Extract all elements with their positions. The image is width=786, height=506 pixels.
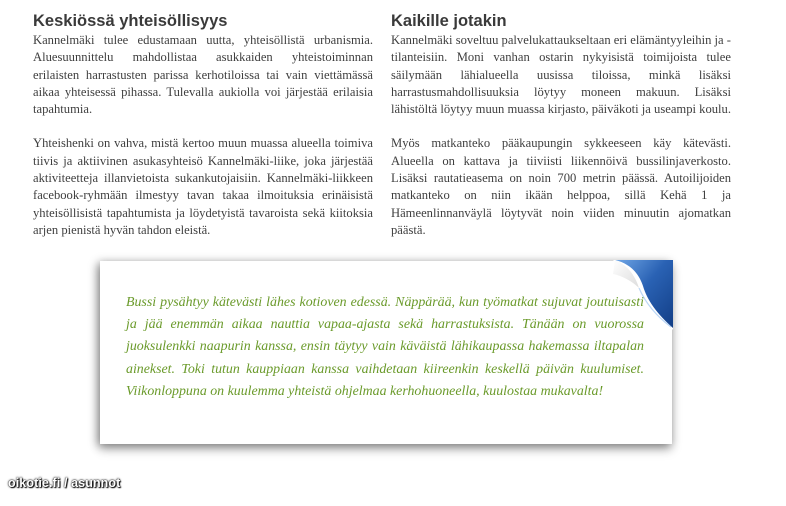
right-column-paragraph-1: Kannelmäki soveltuu palvelukattaukseltaan eri elämäntyyleihin ja -tilanteisiin. Moni vanhan ostarin nykyisistä toimijoista tulee säilymään lähialueella uusissa tiloissa, minkä lisäksi harrastusmahdollisuuksia löytyy moneen makuun. Lisäksi lähistöltä löytyy muun muassa kirjasto, päiväkoti ja useampi koulu. bbox=[391, 33, 731, 117]
quote-text: Bussi pysähtyy kätevästi lähes kotioven edessä. Näppärää, kun työmatkat sujuvat joutuisasti ja jää enemmän aikaa nauttia vapaa-ajasta sekä harrastuksista. Tänään on vuorossa juoksulenkki naapurin kanssa, ensin täytyy vain käväistä lähikaupassa hakemassa iltapalan ainekset. Toki tutun kauppiaan kanssa vaihdetaan kiireenkin keskellä päivän kuulumiset. Viikonloppuna on kuulemma yhteistä ohjelmaa kerhohuoneella, kuulostaa mukavalta! bbox=[126, 295, 644, 399]
left-column bbox=[33, 12, 373, 239]
left-column-paragraph-2: Yhteishenki on vahva, mistä kertoo muun muassa alueella toimiva tiivis ja aktiivinen asukasyhteisö Kannelmäki-liike, joka järjestää aktiviteetteja illanvietoista sukankutojaisiin. Kannelmäki-liikkeen facebook-ryhmään ilmestyy tavan takaa ilmoituksia erinäisistä yhteisöllisistä tapahtumista ja löydetyistä tavaroista sekä kiitoksia arjen pienistä hyvän tahdon eleistä. bbox=[33, 136, 373, 237]
right-column bbox=[391, 12, 731, 239]
watermark-text: oikotie.fi / asunnot bbox=[8, 476, 121, 490]
quote-box bbox=[100, 261, 672, 444]
right-column-heading: Kaikille jotakin bbox=[391, 12, 507, 30]
left-column-heading: Keskiössä yhteisöllisyys bbox=[33, 12, 228, 30]
right-column-paragraph-2: Myös matkanteko pääkaupungin sykkeeseen käy kätevästi. Alueella on kattava ja tiiviisti liikennöivä bussilinjaverkosto. Lisäksi rautatieasema on noin 700 metrin päässä. Autoilijoiden matkanteko on niin ikään helppoa, sillä Kehä 1 ja Hämeenlinnanväylä löytyvät noin viiden minuutin ajomatkan päästä. bbox=[391, 136, 731, 237]
page-curl-icon bbox=[609, 260, 673, 330]
left-column-paragraph-1: Kannelmäki tulee edustamaan uutta, yhteisöllistä urbanismia. Aluesuunnittelu mahdollistaa asukkaiden yhteistoiminnan erilaisten harrastusten parissa kerhotiloissa tai vain viettämässä aikaa yhteisessä pihassa. Tulevalla aukiolla voi järjestää erilaisia tapahtumia. bbox=[33, 33, 373, 117]
